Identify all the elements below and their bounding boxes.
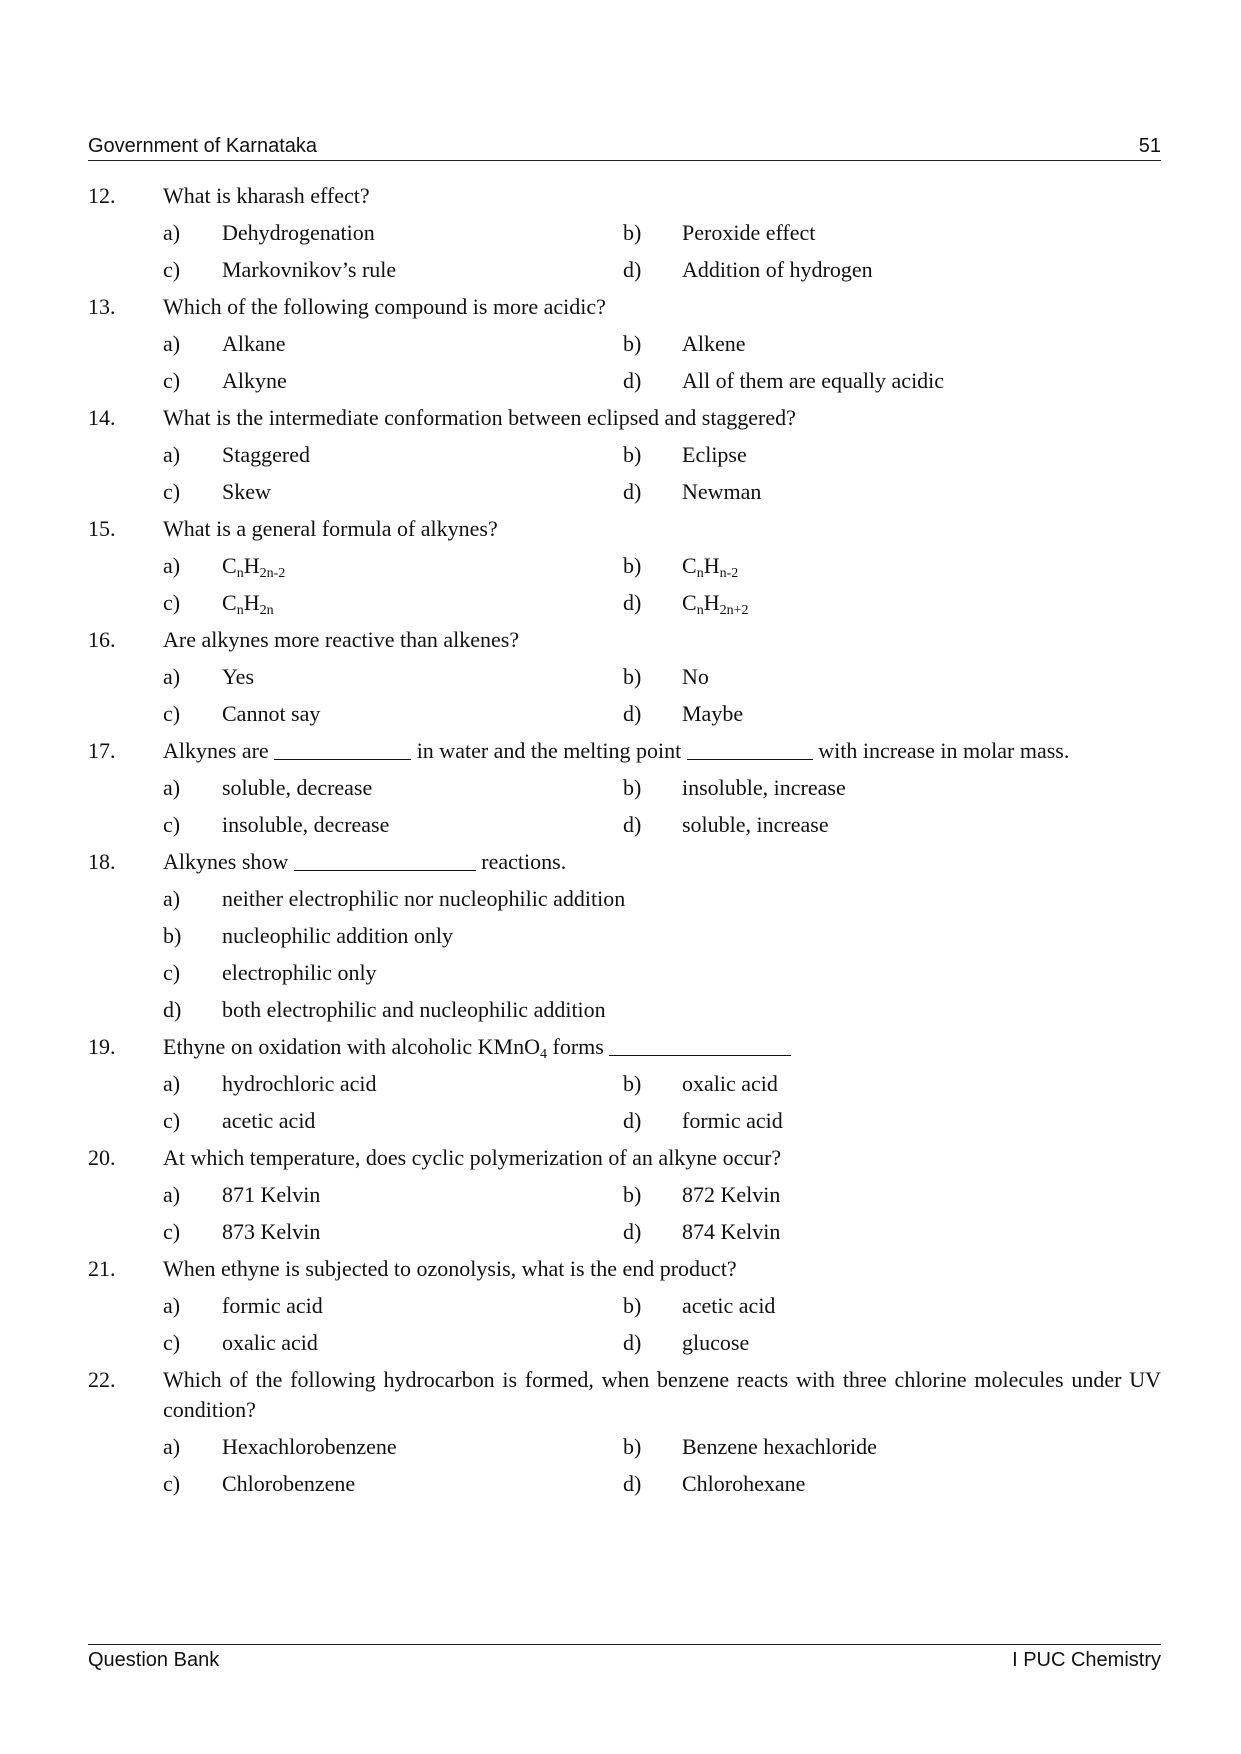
answer-blank [294,848,476,871]
question-12 [88,177,1161,214]
answer-blank [274,737,411,760]
option-a [163,214,623,251]
footer-right: I PUC Chemistry [1012,1649,1161,1671]
option-row [88,917,1161,954]
option-row [88,1213,1161,1250]
option-label: d) [623,1108,642,1133]
option-label: d) [623,1330,642,1355]
question-text: Which of the following hydrocarbon is formed, when benzene reacts with three chlorine molecules under UV condition? [163,1367,1161,1422]
option-d [623,362,1083,399]
option-c [163,1102,623,1139]
option-d [623,584,1083,621]
option-label: c) [163,368,181,393]
option-label: a) [163,442,181,467]
option-text: 873 Kelvin [222,1219,321,1244]
option-a [163,880,1161,917]
option-label: b) [623,775,642,800]
option-a [163,658,623,695]
option-text: neither electrophilic nor nucleophilic addition [222,886,626,911]
question-number: 19. [88,1034,116,1059]
question-text: Alkynes show reactions. [163,849,567,874]
option-d [623,1465,1083,1502]
question-19 [88,1028,1161,1065]
option-row [88,880,1161,917]
option-text: insoluble, decrease [222,812,390,837]
question-text: Which of the following compound is more acidic? [163,294,606,319]
option-b [623,769,1083,806]
option-row [88,473,1161,510]
option-text: soluble, increase [682,812,829,837]
option-b [623,436,1083,473]
option-d [623,695,1083,732]
option-label: a) [163,553,181,578]
formula: $C_nH_{n-2}$ [682,553,739,581]
formula: $C_nH_{2n-2}$ [222,553,286,581]
option-row [88,1465,1161,1502]
formula: $C_nH_{2n}$ [222,590,274,618]
question-text: Alkynes are in water and the melting point with increase in molar mass. [163,738,1070,763]
option-label: d) [623,812,642,837]
option-text: insoluble, increase [682,775,846,800]
option-text: Alkene [682,331,746,356]
question-text: At which temperature, does cyclic polymerization of an alkyne occur? [163,1145,782,1170]
option-b [623,325,1083,362]
option-d [163,991,1161,1028]
question-text: Ethyne on oxidation with alcoholic KMnO$_4$ forms [163,1028,1161,1065]
option-label: b) [623,331,642,356]
option-text: Dehydrogenation [222,220,375,245]
option-row [88,1324,1161,1361]
option-row [88,695,1161,732]
option-row [88,547,1161,584]
question-21 [88,1250,1161,1287]
option-label: c) [163,1330,181,1355]
question-text: Are alkynes more reactive than alkenes? [163,627,520,652]
option-d [623,1324,1083,1361]
option-text: 874 Kelvin [682,1219,781,1244]
option-label: c) [163,701,181,726]
option-label: c) [163,590,181,615]
option-c [163,251,623,288]
question-13 [88,288,1161,325]
option-text: both electrophilic and nucleophilic addition [222,997,606,1022]
option-d [623,473,1083,510]
option-text: Newman [682,479,762,504]
question-18 [88,843,1161,880]
question-number: 18. [88,849,116,874]
question-15 [88,510,1161,547]
option-row [88,251,1161,288]
option-c [163,806,623,843]
option-b [623,1428,1083,1465]
option-label: b) [623,553,642,578]
option-text: electrophilic only [222,960,377,985]
option-c [163,1324,623,1361]
question-20 [88,1139,1161,1176]
question-list [88,177,1161,1502]
option-label: c) [163,812,181,837]
option-row [88,1428,1161,1465]
option-label: c) [163,479,181,504]
option-label: d) [623,701,642,726]
option-label: b) [623,1071,642,1096]
answer-blank [609,1033,791,1056]
option-text: formic acid [222,1293,323,1318]
option-d [623,806,1083,843]
option-row [88,584,1161,621]
option-c [163,1465,623,1502]
page-number: 51 [1138,135,1161,157]
page-footer [88,1644,1161,1677]
option-b [623,214,1083,251]
option-row [88,1287,1161,1324]
question-22 [88,1361,1161,1428]
option-b [623,1065,1083,1102]
option-text: Alkyne [222,368,287,393]
option-text: Skew [222,479,271,504]
question-number: 13. [88,294,116,319]
option-row [88,325,1161,362]
formula: $C_nH_{2n+2}$ [682,590,749,618]
question-text: When ethyne is subjected to ozonolysis, what is the end product? [163,1256,737,1281]
option-d [623,1102,1083,1139]
option-label: a) [163,664,181,689]
option-text: oxalic acid [222,1330,318,1355]
option-text: Alkane [222,331,286,356]
question-number: 22. [88,1367,116,1392]
option-text: No [682,664,709,689]
option-row [88,658,1161,695]
option-label: a) [163,1071,181,1096]
option-text: nucleophilic addition only [222,923,453,948]
option-row [88,362,1161,399]
option-c [163,695,623,732]
option-label: b) [623,220,642,245]
answer-blank [687,737,813,760]
option-c [163,584,623,621]
option-text: Benzene hexachloride [682,1434,877,1459]
option-row [88,991,1161,1028]
option-row [88,954,1161,991]
option-label: d) [623,590,642,615]
option-label: c) [163,1219,181,1244]
option-text: Addition of hydrogen [682,257,873,282]
option-label: b) [623,1434,642,1459]
option-label: d) [623,479,642,504]
option-row [88,769,1161,806]
option-text: Markovnikov’s rule [222,257,397,282]
option-a [163,325,623,362]
option-text: Cannot say [222,701,321,726]
option-b [623,547,1083,584]
option-text: All of them are equally acidic [682,368,945,393]
question-text: What is kharash effect? [163,183,370,208]
option-c [163,362,623,399]
option-label: d) [623,368,642,393]
option-label: c) [163,1471,181,1496]
footer-left: Question Bank [88,1649,220,1671]
option-text: Yes [222,664,255,689]
option-label: c) [163,960,181,985]
option-label: a) [163,1293,181,1318]
option-a [163,436,623,473]
option-text: Hexachlorobenzene [222,1434,397,1459]
question-number: 17. [88,738,116,763]
option-label: d) [623,1219,642,1244]
option-a [163,1287,623,1324]
option-a [163,1176,623,1213]
page-header [88,130,1161,161]
option-row [88,214,1161,251]
option-text: Chlorobenzene [222,1471,356,1496]
option-c [163,1213,623,1250]
option-label: b) [163,923,182,948]
option-a [163,547,623,584]
option-label: c) [163,257,181,282]
option-label: a) [163,775,181,800]
option-d [623,251,1083,288]
option-row [88,1176,1161,1213]
option-text: soluble, decrease [222,775,373,800]
option-c [163,954,1161,991]
option-label: c) [163,1108,181,1133]
option-label: b) [623,1293,642,1318]
option-b [623,1287,1083,1324]
question-17 [88,732,1161,769]
option-a [163,769,623,806]
option-text: 872 Kelvin [682,1182,781,1207]
option-text: formic acid [682,1108,783,1133]
option-label: a) [163,331,181,356]
question-number: 12. [88,183,116,208]
option-text: glucose [682,1330,750,1355]
option-text: Staggered [222,442,310,467]
option-a [163,1428,623,1465]
option-text: Peroxide effect [682,220,816,245]
option-a [163,1065,623,1102]
option-text: hydrochloric acid [222,1071,377,1096]
option-row [88,1065,1161,1102]
option-b [623,658,1083,695]
option-label: a) [163,1434,181,1459]
option-text: Maybe [682,701,744,726]
option-label: b) [623,442,642,467]
option-text: Eclipse [682,442,747,467]
option-text: 871 Kelvin [222,1182,321,1207]
question-number: 21. [88,1256,116,1281]
question-number: 16. [88,627,116,652]
question-number: 20. [88,1145,116,1170]
question-text: What is a general formula of alkynes? [163,516,498,541]
option-label: a) [163,886,181,911]
option-b [163,917,1161,954]
option-text: acetic acid [682,1293,776,1318]
option-d [623,1213,1083,1250]
option-c [163,473,623,510]
option-label: a) [163,1182,181,1207]
option-label: a) [163,220,181,245]
option-row [88,436,1161,473]
option-label: d) [163,997,182,1022]
question-number: 14. [88,405,116,430]
option-text: acetic acid [222,1108,316,1133]
option-text: oxalic acid [682,1071,778,1096]
option-label: d) [623,1471,642,1496]
question-number: 15. [88,516,116,541]
question-14 [88,399,1161,436]
question-text: What is the intermediate conformation between eclipsed and staggered? [163,405,796,430]
option-label: b) [623,1182,642,1207]
option-b [623,1176,1083,1213]
option-text: Chlorohexane [682,1471,806,1496]
option-label: d) [623,257,642,282]
option-label: b) [623,664,642,689]
question-16 [88,621,1161,658]
option-row [88,806,1161,843]
option-row [88,1102,1161,1139]
header-title: Government of Karnataka [88,135,318,157]
